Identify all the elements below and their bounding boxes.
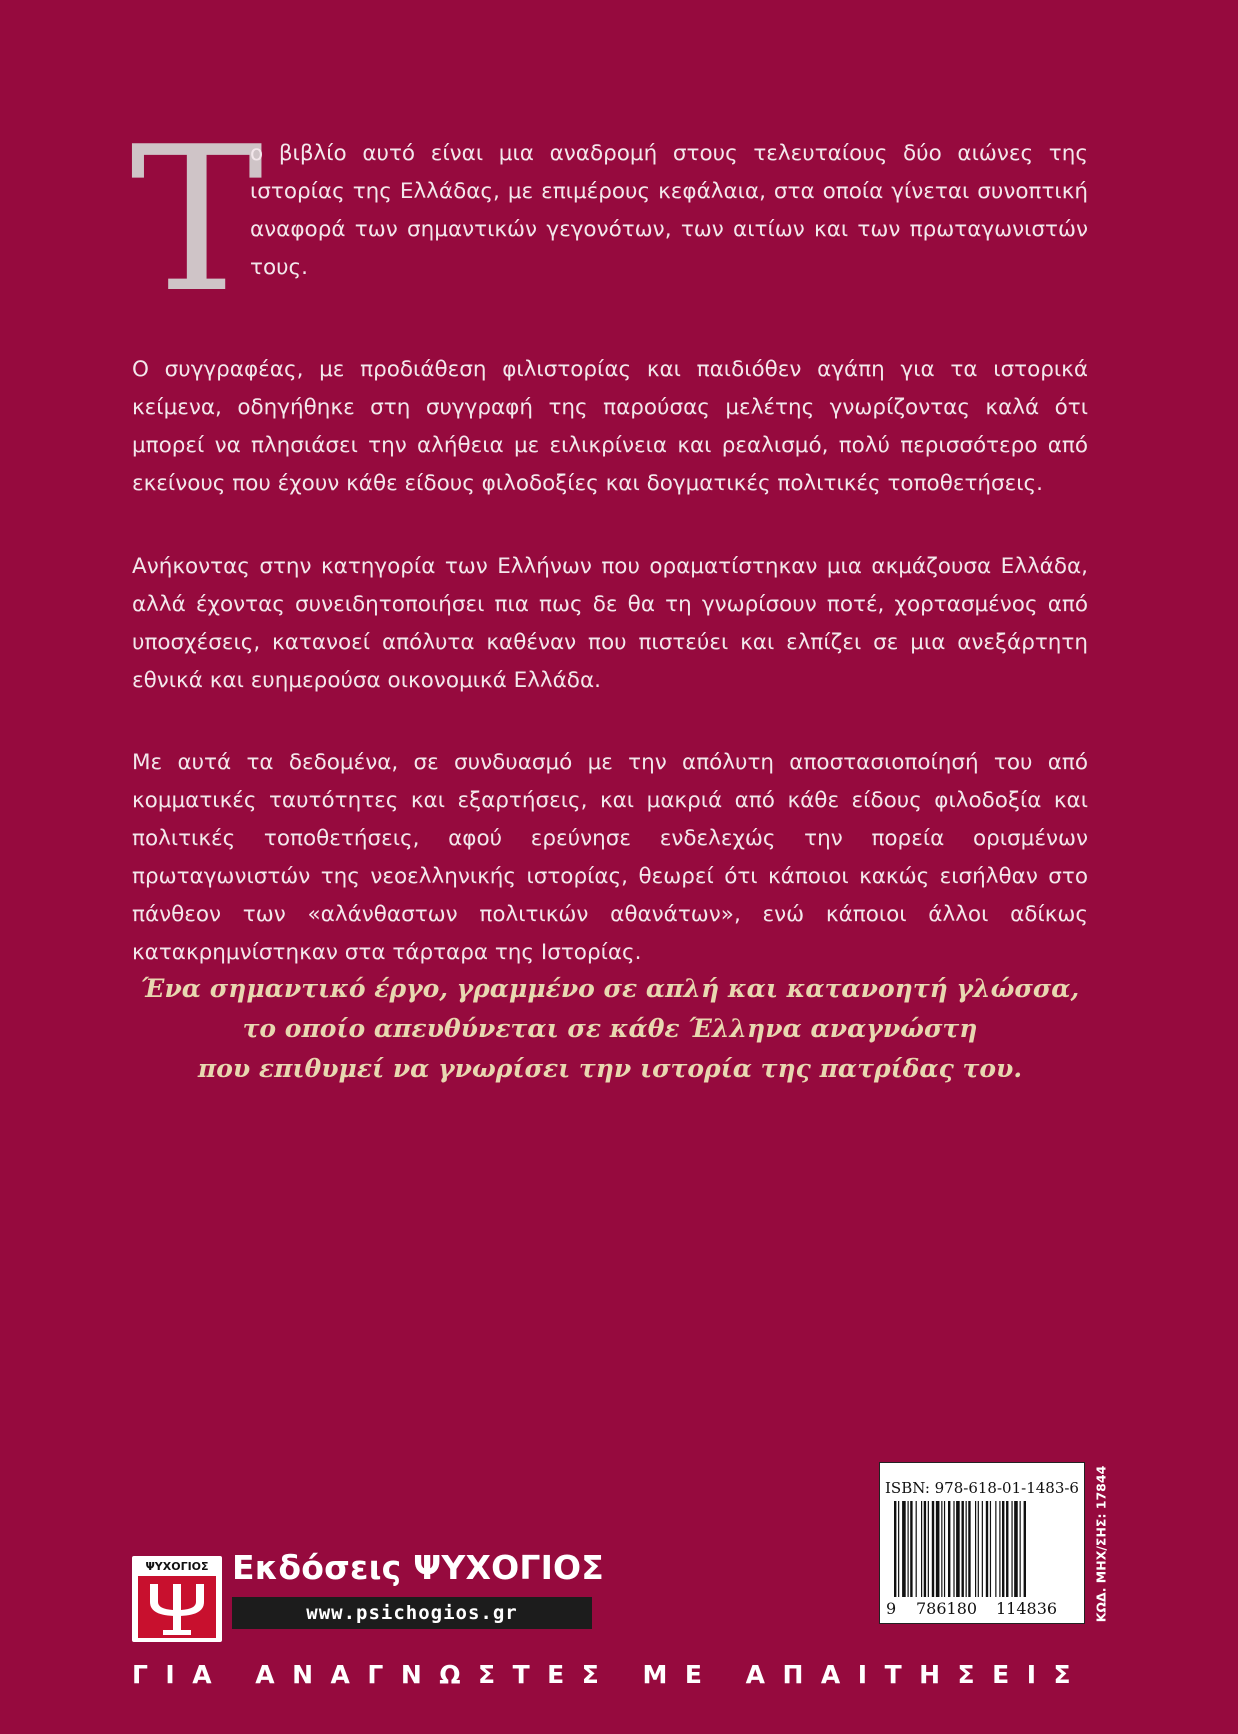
product-code-text: ΚΩΔ. ΜΗΧ/ΣΗΣ: 17844 — [1093, 1465, 1109, 1623]
psi-icon — [138, 1576, 216, 1638]
barcode-digit-mid: 786180 — [916, 1599, 978, 1618]
blurb-paragraph-3: Ανήκοντας στην κατηγορία των Ελλήνων που οραματίστηκαν μια ακμάζουσα Ελλάδα, αλλά έχοντας συνειδητοποιήσει πια πως δε θα τη γνωρίσουν ποτέ, χορτασμένος από υποσχέσεις, κατανοεί απόλυτα καθέναν που πιστεύει και ελπίζει σε μια ανεξάρτητη εθνικά και ευημερούσα οικονομικά Ελλάδα. — [132, 554, 1088, 693]
pull-quote-line: Ένα σημαντικό έργο, γραμμένο σε απλή και κατανοητή γλώσσα, — [140, 974, 1080, 1003]
drop-cap: Τ — [130, 104, 264, 337]
blurb-paragraph-2: Ο συγγραφέας, με προδιάθεση φιλιστορίας και παιδιόθεν αγάπη για τα ιστορικά κείμενα, οδηγήθηκε στη συγγραφή της παρούσας μελέτης γνωρίζοντας καλά ότι μπορεί να πλησιάσει την αλήθεια με ειλικρίνεια και ρεαλισμό, πολύ περισσότερο από εκείνους που έχουν κάθε είδους φιλοδοξίες και δογματικές πολιτικές τοποθετήσεις. — [132, 357, 1088, 496]
pull-quote — [132, 969, 1088, 1089]
publisher-url: www.psichogios.gr — [232, 1597, 592, 1629]
barcode-digit-left: 9 — [886, 1599, 897, 1618]
pull-quote-line: το οποίο απευθύνεται σε κάθε Έλληνα αναγνώστη — [242, 1014, 978, 1043]
barcode-icon — [892, 1501, 1072, 1597]
publisher-name: Εκδόσεις ΨΥΧΟΓΙΟΣ — [232, 1548, 605, 1587]
isbn-barcode-box — [879, 1462, 1085, 1624]
blurb-paragraph-4: Με αυτά τα δεδομένα, σε συνδυασμό με την απόλυτη αποστασιοποίησή του από κομματικές ταυτότητες και εξαρτήσεις, και μακριά από κάθε είδους φιλοδοξία και πολιτικές τοποθετήσεις, αφού ερεύνησε ενδελεχώς την πορεία ορισμένων πρωταγωνιστών της νεοελληνικής ιστορίας, θεωρεί ότι κάποιοι κακώς εισήλθαν στο πάνθεον των «αλάνθαστων πολιτικών αθανάτων», ενώ κάποιοι άλλοι αδίκως κατακρημνίστηκαν στα τάρταρα της Ιστορίας. — [132, 750, 1088, 965]
isbn-label: ISBN: 978-618-01-1483-6 — [885, 1479, 1079, 1497]
pull-quote-line: που επιθυμεί να γνωρίσει την ιστορία της πατρίδας του. — [197, 1054, 1023, 1083]
logo-text: ΨΥΧΟΓΙΟΣ — [145, 1560, 209, 1573]
publisher-logo — [132, 1556, 222, 1642]
product-code — [1091, 1464, 1111, 1624]
blurb-paragraph-1: ο βιβλίο αυτό είναι μια αναδρομή στους τελευταίους δύο αιώνες της ιστορίας της Ελλάδας, με επιμέρους κεφάλαια, στα οποία γίνεται συνοπτική αναφορά των σημαντικών γεγονότων, των αιτίων και των πρωταγωνιστών τους. — [250, 141, 1088, 280]
barcode-digit-right: 114836 — [996, 1599, 1058, 1618]
publisher-slogan: ΓΙΑ ΑΝΑΓΝΩΣΤΕΣ ΜΕ ΑΠΑΙΤΗΣΕΙΣ — [132, 1660, 1089, 1689]
